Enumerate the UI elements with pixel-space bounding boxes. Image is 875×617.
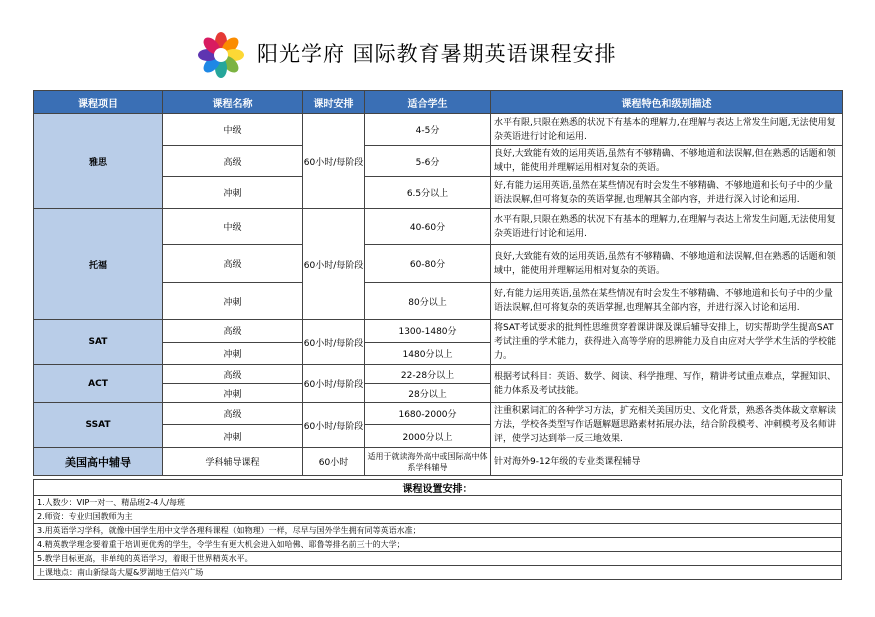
student-cell: 80分以上 [365, 283, 491, 320]
level-cell: 高级 [163, 320, 303, 343]
course-table [33, 90, 843, 476]
category-act: ACT [34, 365, 163, 403]
student-cell: 1680-2000分 [365, 403, 491, 425]
table-header-row [34, 91, 843, 114]
category-ssat: SSAT [34, 403, 163, 448]
category-sat: SAT [34, 320, 163, 365]
student-cell: 6.5分以上 [365, 177, 491, 209]
level-cell: 中级 [163, 114, 303, 146]
description-cell: 良好,大致能有效的运用英语,虽然有不够精确、不够地道和法误解,但在熟悉的话题和领域中，能使用并理解运用相对复杂的英语。 [491, 146, 843, 177]
page-header [0, 28, 875, 88]
level-cell: 高级 [163, 245, 303, 283]
level-cell: 冲刺 [163, 283, 303, 320]
header-description: 课程特色和级别描述 [491, 91, 843, 114]
description-cell: 好,有能力运用英语,虽然在某些情况有时会发生不够精确、不够地道和长句子中的少量语法误解,但可将复杂的英语掌握,也理解其全部内容，并进行深入讨论和运用. [491, 177, 843, 209]
student-cell: 1480分以上 [365, 342, 491, 365]
category-toefl: 托福 [34, 209, 163, 320]
level-cell: 冲刺 [163, 342, 303, 365]
notes-table [33, 479, 842, 580]
description-cell: 将SAT考试要求的批判性思维贯穿着课讲课及课后辅导安排上，切实帮助学生提高SAT考试注重的学术能力，获得进入高等学府的思辨能力及自由应对大学学术生活的学校能力。 [491, 320, 843, 365]
hours-cell: 60小时/每阶段 [303, 209, 365, 320]
student-cell: 适用于就读海外高中或国际高中体系学科辅导 [365, 448, 491, 476]
hours-cell: 60小时/每阶段 [303, 365, 365, 403]
description-cell: 水平有限,只限在熟悉的状况下有基本的理解力,在理解与表达上常发生问题,无法使用复杂英语进行讨论和运用. [491, 114, 843, 146]
header-category: 课程项目 [34, 91, 163, 114]
table-row [34, 114, 843, 146]
level-cell: 冲刺 [163, 425, 303, 448]
hours-cell: 60小时/每阶段 [303, 320, 365, 365]
table-row [34, 448, 843, 476]
student-cell: 40-60分 [365, 209, 491, 245]
course-cell: 学科辅导课程 [163, 448, 303, 476]
note-location: 上课地点：南山新绿岛大厦&罗湖地王信兴广场 [34, 566, 842, 580]
header-students: 适合学生 [365, 91, 491, 114]
description-cell: 注重积累词汇的各种学习方法，扩充相关美国历史、文化背景，熟悉各类体裁文章解读方法，学校各类型写作话题解题思路素材拓展办法，结合阶段模考、冲刺模考及名师讲评，使学习达到举一反三地效果. [491, 403, 843, 448]
description-cell: 良好,大致能有效的运用英语,虽然有不够精确、不够地道和法误解,但在熟悉的话题和领域中，能使用并理解运用相对复杂的英语。 [491, 245, 843, 283]
note-item: 5.教学目标更高，非单纯的英语学习，着眼于世界精英水平。 [34, 552, 842, 566]
description-cell: 针对海外9-12年级的专业类课程辅导 [491, 448, 843, 476]
level-cell: 高级 [163, 403, 303, 425]
description-cell: 好,有能力运用英语,虽然在某些情况有时会发生不够精确、不够地道和长句子中的少量语法误解,但可将复杂的英语掌握,也理解其全部内容，并进行深入讨论和运用. [491, 283, 843, 320]
student-cell: 1300-1480分 [365, 320, 491, 343]
notes-heading: 课程设置安排： [34, 480, 842, 496]
level-cell: 高级 [163, 365, 303, 384]
table-row [34, 209, 843, 245]
table-row [34, 365, 843, 384]
page-title: 阳光学府 国际教育暑期英语课程安排 [257, 42, 617, 66]
hours-cell: 60小时/每阶段 [303, 403, 365, 448]
note-item: 4.精英教学理念要着重于培训更优秀的学生，令学生有更大机会进入如哈佛、耶鲁等排名前三十的大学； [34, 538, 842, 552]
hours-cell: 60小时/每阶段 [303, 114, 365, 209]
student-cell: 22-28分以上 [365, 365, 491, 384]
level-cell: 冲刺 [163, 384, 303, 403]
header-course-name: 课程名称 [163, 91, 303, 114]
student-cell: 28分以上 [365, 384, 491, 403]
header-hours: 课时安排 [303, 91, 365, 114]
note-item: 3.用英语学习学科，就像中国学生用中文学各理科课程（如物理）一样，尽早与国外学生拥有同等英语水准； [34, 524, 842, 538]
category-ielts: 雅思 [34, 114, 163, 209]
student-cell: 4-5分 [365, 114, 491, 146]
description-cell: 水平有限,只限在熟悉的状况下有基本的理解力,在理解与表达上常发生问题,无法使用复杂英语进行讨论和运用. [491, 209, 843, 245]
category-us-highschool: 美国高中辅导 [34, 448, 163, 476]
student-cell: 2000分以上 [365, 425, 491, 448]
level-cell: 冲刺 [163, 177, 303, 209]
student-cell: 5-6分 [365, 146, 491, 177]
table-row [34, 320, 843, 343]
hours-cell: 60小时 [303, 448, 365, 476]
description-cell: 根据考试科目：英语、数学、阅读、科学推理、写作，精讲考试重点难点，掌握知识、能力体系及考试技能。 [491, 365, 843, 403]
level-cell: 高级 [163, 146, 303, 177]
table-row [34, 403, 843, 425]
note-item: 2.师资：专业归国教师为主 [34, 510, 842, 524]
note-item: 1.人数少：VIP一对一、精品班2-4人/每班 [34, 496, 842, 510]
sunflower-logo-icon [198, 32, 244, 78]
level-cell: 中级 [163, 209, 303, 245]
student-cell: 60-80分 [365, 245, 491, 283]
